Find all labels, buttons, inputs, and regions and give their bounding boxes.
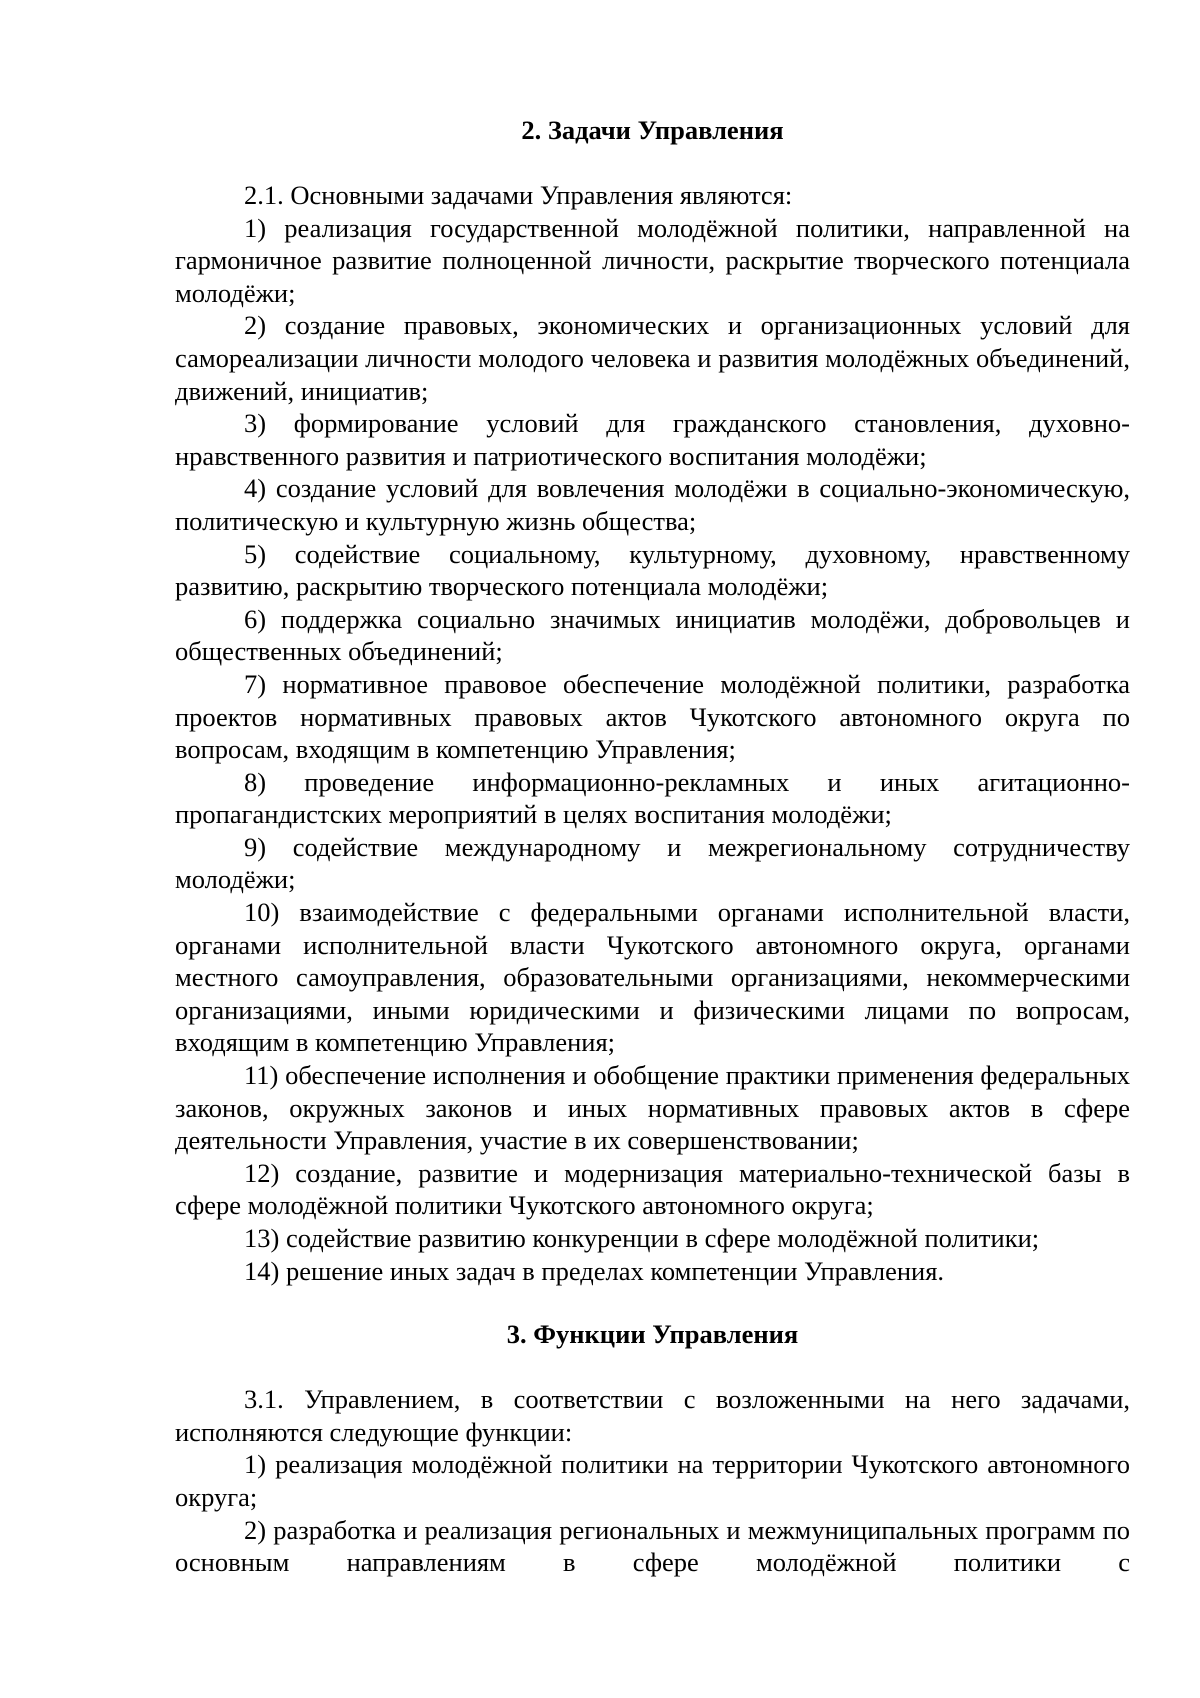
section-title-functions: 3. Функции Управления bbox=[506, 1319, 799, 1350]
task-item-14: 14) решение иных задач в пределах компетенции Управления. bbox=[244, 1255, 945, 1286]
task-item-7: 7) нормативное правовое обеспечение молодёжной политики, разработка проектов нормативных правовых актов Чукотского автономного округа по вопросам, входящим в компетенцию Управления; bbox=[175, 668, 1130, 765]
task-item-4: 4) создание условий для вовлечения молодёжи в социально-экономическую, политическую и культурную жизнь общества; bbox=[175, 473, 1130, 536]
task-item-6: 6) поддержка социально значимых инициатив молодёжи, добровольцев и общественных объединений; bbox=[175, 603, 1130, 667]
section-title-tasks: 2. Задачи Управления bbox=[521, 115, 784, 145]
task-item-8: 8) проведение информационно-рекламных и иных агитационно-пропагандистских мероприятий в целях воспитания молодёжи; bbox=[175, 766, 1130, 830]
paragraph-3-1: 3.1. Управлением, в соответствии с возложенными на него задачами, исполняются следующие функции: bbox=[175, 1384, 1130, 1447]
paragraph-2-1: 2.1. Основными задачами Управления являются: bbox=[244, 180, 793, 210]
task-item-2: 2) создание правовых, экономических и организационных условий для самореализации личности молодого человека и развития молодёжных объединений, движений, инициатив; bbox=[175, 310, 1130, 406]
task-item-3: 3) формирование условий для гражданского становления, духовно-нравственного развития и патриотического воспитания молодёжи; bbox=[175, 408, 1130, 471]
task-item-13: 13) содействие развитию конкуренции в сфере молодёжной политики; bbox=[244, 1223, 1040, 1253]
function-item-1: 1) реализация молодёжной политики на территории Чукотского автономного округа; bbox=[175, 1449, 1130, 1512]
task-item-11: 11) обеспечение исполнения и обобщение практики применения федеральных законов, окружных законов и иных нормативных правовых актов в сфере деятельности Управления, участие в их совершенствовании; bbox=[175, 1060, 1130, 1156]
task-item-1: 1) реализация государственной молодёжной политики, направленной на гармоничное развитие полноценной личности, раскрытие творческого потенциала молодёжи; bbox=[175, 212, 1130, 308]
task-item-5: 5) содействие социальному, культурному, духовному, нравственному развитию, раскрытию творческого потенциала молодёжи; bbox=[175, 538, 1130, 602]
function-item-2: 2) разработка и реализация региональных и межмуниципальных программ по основным направлениям в сфере молодёжной политики с bbox=[175, 1514, 1130, 1578]
task-item-10: 10) взаимодействие с федеральными органами исполнительной власти, органами исполнительной власти Чукотского автономного округа, органами местного самоуправления, образовательными организациями, некоммерческими организациями, иными юридическими и физическими лицами по вопросам, входящим в компетенцию Управления; bbox=[175, 897, 1130, 1058]
task-item-9: 9) содействие международному и межрегиональному сотрудничеству молодёжи; bbox=[175, 831, 1130, 895]
document-body bbox=[175, 114, 1130, 1579]
task-item-12: 12) создание, развитие и модернизация материально-технической базы в сфере молодёжной политики Чукотского автономного округа; bbox=[175, 1157, 1130, 1221]
